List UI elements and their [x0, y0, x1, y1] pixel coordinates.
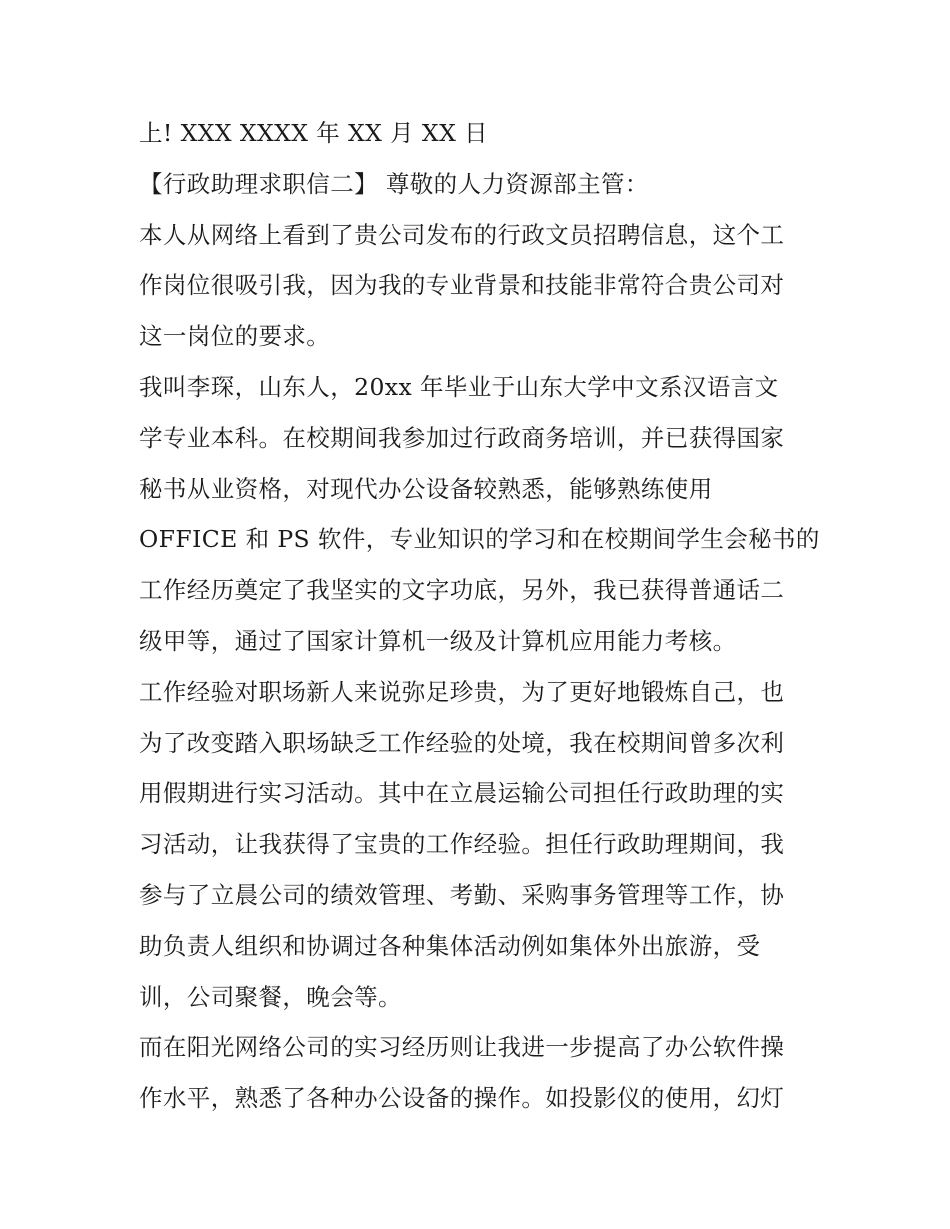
paragraph-line: 本人从网络上看到了贵公司发布的行政文员招聘信息，这个工 — [139, 220, 785, 249]
paragraph-line: 这一岗位的要求。 — [139, 322, 331, 351]
paragraph-line: 训，公司聚餐，晚会等。 — [139, 982, 402, 1011]
cover-letter-body — [139, 108, 819, 1124]
salutation-line: 【行政助理求职信二】 尊敬的人力资源部主管： — [139, 169, 649, 198]
paragraph-line: 助负责人组织和协调过各种集体活动例如集体外出旅游，受 — [139, 931, 761, 960]
paragraph-line: 用假期进行实习活动。其中在立晨运输公司担任行政助理的实 — [139, 779, 785, 808]
paragraph-line: 工作经历奠定了我坚实的文字功底，另外，我已获得普通话二 — [139, 576, 785, 605]
paragraph-line: 工作经验对职场新人来说弥足珍贵，为了更好地锻炼自己，也 — [139, 677, 785, 706]
paragraph-line: 作水平，熟悉了各种办公设备的操作。如投影仪的使用，幻灯 — [139, 1084, 785, 1113]
paragraph-line: 级甲等，通过了国家计算机一级及计算机应用能力考核。 — [139, 626, 737, 655]
paragraph-line: 而在阳光网络公司的实习经历则让我进一步提高了办公软件操 — [139, 1033, 785, 1062]
date-line: 上! XXX XXXX 年 XX 月 XX 日 — [139, 119, 488, 147]
paragraph-line: 参与了立晨公司的绩效管理、考勤、采购事务管理等工作，协 — [139, 880, 785, 909]
paragraph-line: OFFICE 和 PS 软件，专业知识的学习和在校期间学生会秘书的 — [139, 525, 820, 554]
paragraph-line: 为了改变踏入职场缺乏工作经验的处境，我在校期间曾多次利 — [139, 728, 785, 757]
paragraph-line: 我叫李琛，山东人，20xx 年毕业于山东大学中文系汉语言文 — [139, 372, 779, 401]
paragraph-line: 作岗位很吸引我，因为我的专业背景和技能非常符合贵公司对 — [139, 271, 785, 300]
paragraph-line: 秘书从业资格，对现代办公设备较熟悉，能够熟练使用 — [139, 474, 713, 503]
paragraph-line: 学专业本科。在校期间我参加过行政商务培训，并已获得国家 — [139, 423, 785, 452]
paragraph-line: 习活动，让我获得了宝贵的工作经验。担任行政助理期间，我 — [139, 830, 785, 859]
